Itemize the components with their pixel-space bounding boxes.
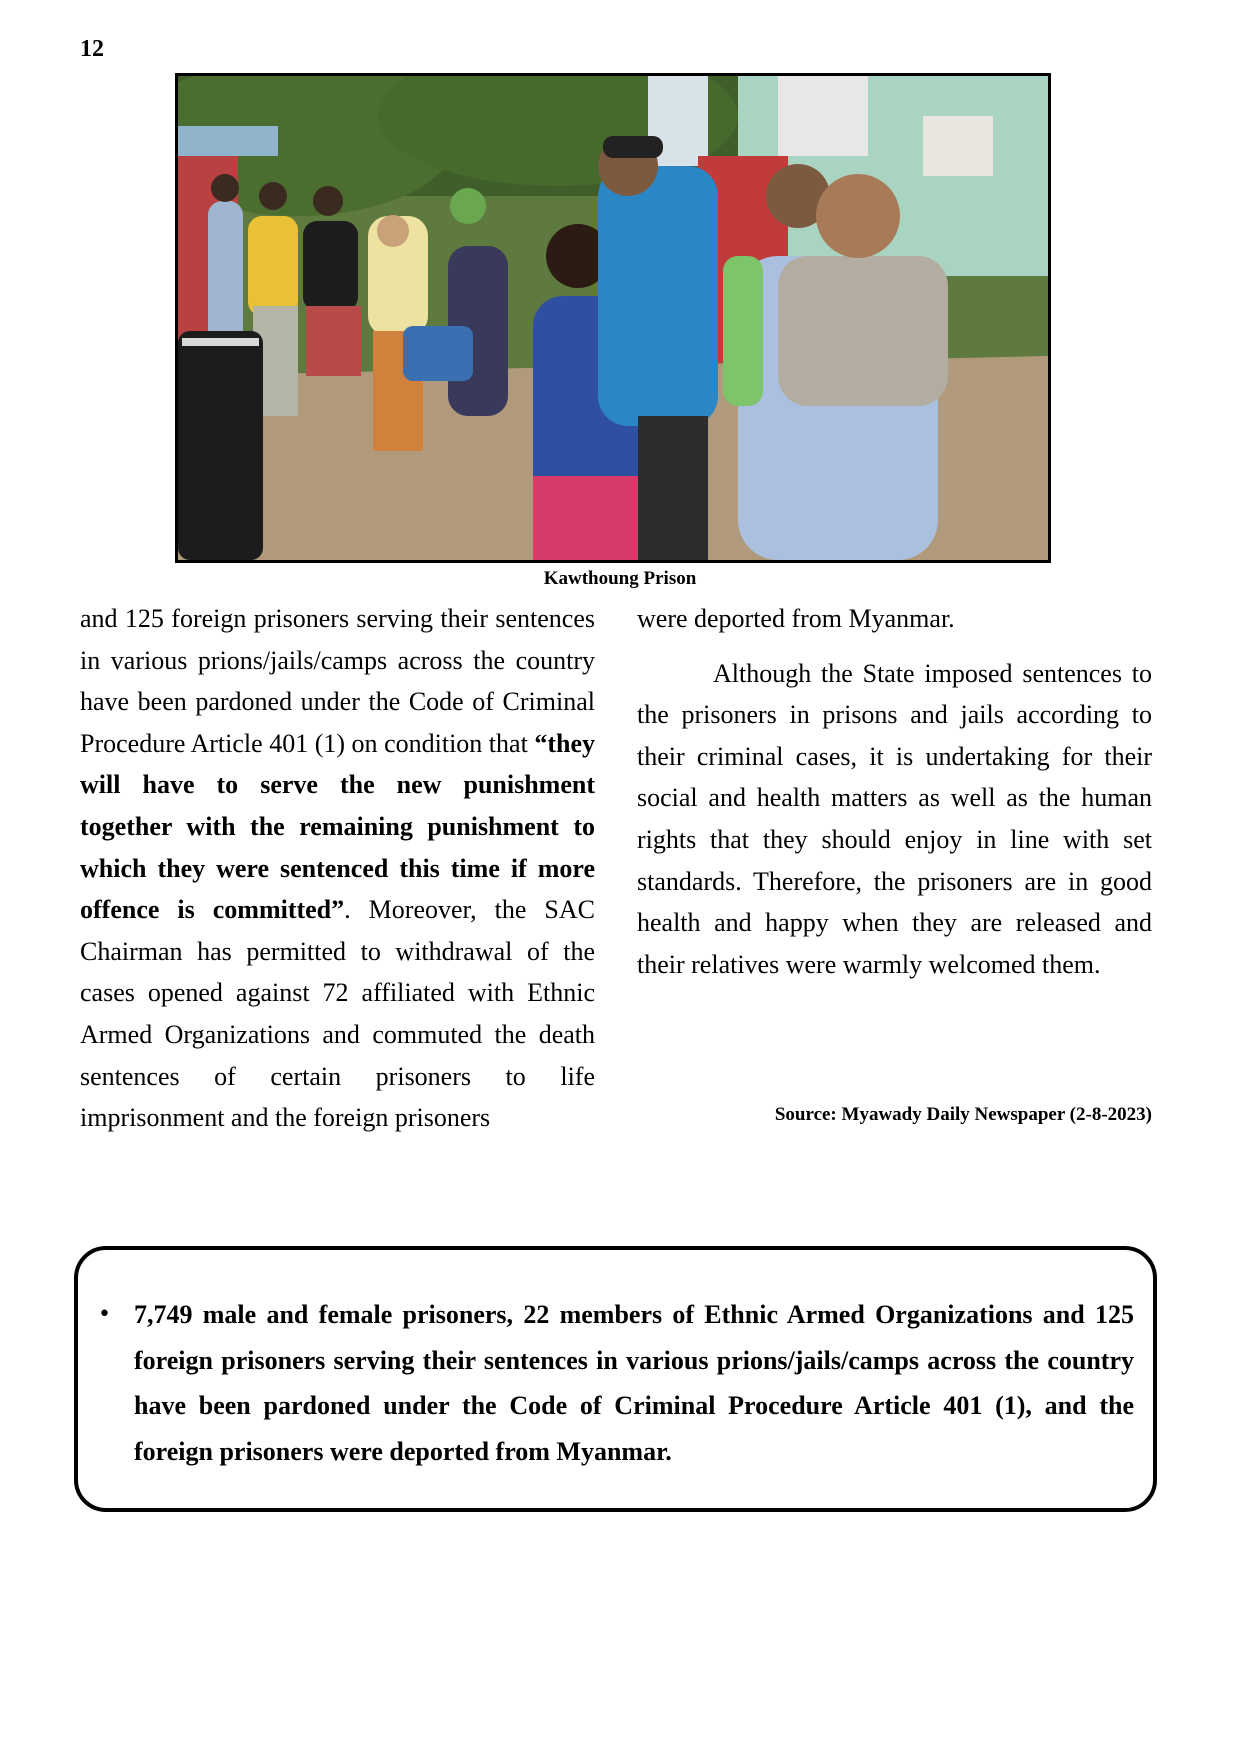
bold-quote: “they will have to serve the new punishment together with the remaining punishment to which they were sentenced this time if more offence is committed” xyxy=(80,728,595,925)
photo-caption: Kawthoung Prison xyxy=(543,568,697,589)
continuation-line: were deported from Myanmar. xyxy=(637,604,955,633)
paragraph-text-end: . Moreover, the SAC Chairman has permitted to withdrawal of the cases opened against 72 affiliated with Ethnic Armed Organizations and commuted the death sentences of certain prisoners to life imprisonment and the foreign prisoners xyxy=(80,895,595,1133)
left-column-paragraph xyxy=(80,598,595,1139)
right-column-paragraph: Although the State imposed sentences to the prisoners in prisons and jails according to their criminal cases, it is undertaking for their social and health matters as well as the human rights that they should enjoy in line with set standards. Therefore, the prisoners are in good health and happy when they are released and their relatives were warmly welcomed them. xyxy=(637,658,1152,979)
source-citation: Source: Myawady Daily Newspaper (2-8-2023) xyxy=(774,1104,1152,1125)
right-column xyxy=(637,598,1152,985)
photo-illustration xyxy=(178,76,1048,560)
paragraph-text-start: and 125 foreign prisoners serving their sentences in various prions/jails/camps across the country have been pardoned under the Code of Criminal Procedure Article 401 (1) on condition that xyxy=(80,604,595,758)
photo-prisoner-release xyxy=(175,73,1051,563)
bullet-icon: • xyxy=(98,1302,111,1327)
summary-item: 7,749 male and female prisoners, 22 members of Ethnic Armed Organizations and 125 foreign prisoners serving their sentences in various prions/jails/camps across the country have been pardoned under the Code of Criminal Procedure Article 401 (1), and the foreign prisoners were deported from Myanmar. xyxy=(134,1300,1134,1466)
summary-box xyxy=(74,1246,1157,1512)
left-column xyxy=(80,598,595,1139)
page-number: 12 xyxy=(80,36,104,62)
